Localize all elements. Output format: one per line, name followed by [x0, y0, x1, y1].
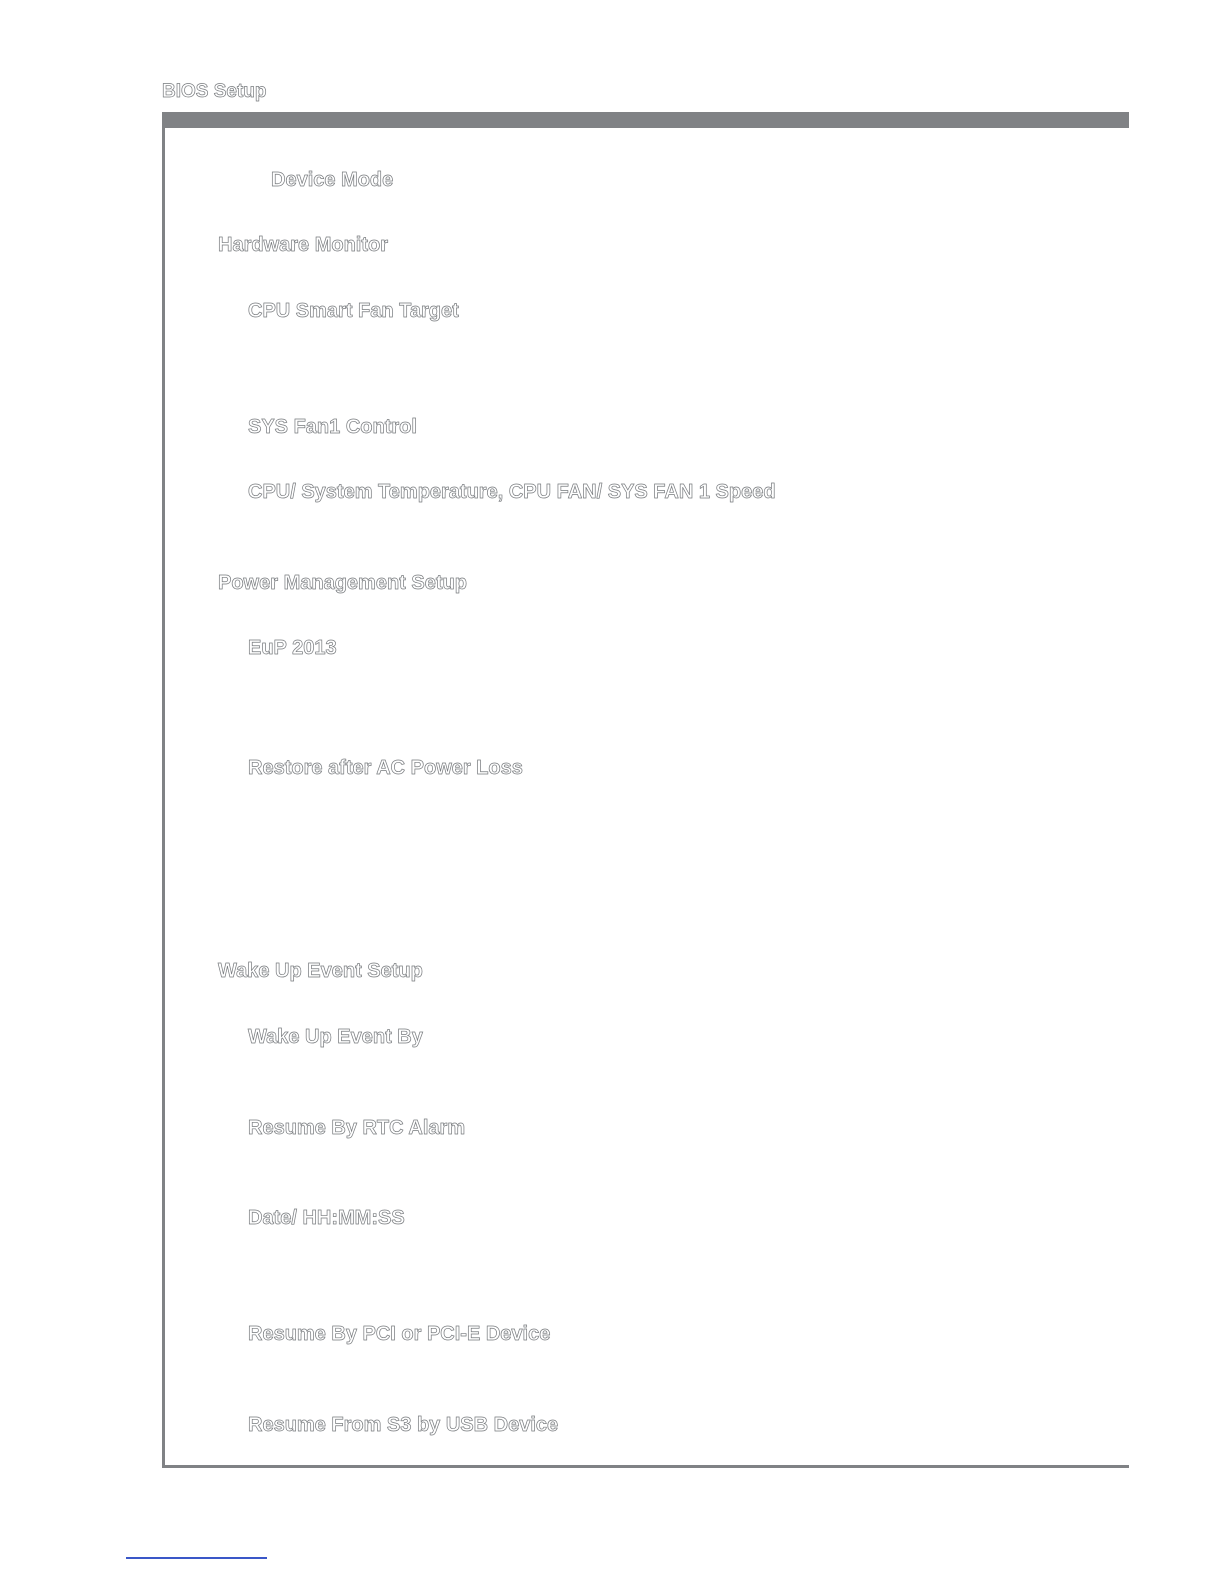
resume-by-rtc-alarm-label: Resume By RTC Alarm: [248, 1117, 466, 1139]
temperature-fan-speed-label: CPU/ System Temperature, CPU FAN/ SYS FAN 1 Speed: [248, 481, 776, 503]
eup-2013-label: EuP 2013: [248, 637, 337, 659]
header-bar: [162, 112, 1129, 128]
bottom-border-rule: [162, 1465, 1129, 1468]
date-time-label: Date/ HH:MM:SS: [248, 1207, 405, 1229]
page-header-title: BIOS Setup: [162, 81, 267, 102]
left-border-rule: [162, 112, 165, 1468]
restore-after-ac-power-loss-label: Restore after AC Power Loss: [248, 757, 523, 779]
device-mode-label: Device Mode: [271, 169, 394, 191]
footer-link-underline[interactable]: [126, 1557, 267, 1559]
resume-by-pci-label: Resume By PCI or PCI-E Device: [248, 1323, 551, 1345]
resume-from-s3-usb-label: Resume From S3 by USB Device: [248, 1414, 559, 1436]
cpu-smart-fan-target-label: CPU Smart Fan Target: [248, 300, 459, 322]
power-management-heading: Power Management Setup: [218, 572, 467, 594]
sys-fan1-control-label: SYS Fan1 Control: [248, 416, 417, 438]
wake-up-event-by-label: Wake Up Event By: [248, 1026, 423, 1048]
hardware-monitor-heading: Hardware Monitor: [218, 234, 389, 256]
wake-up-event-heading: Wake Up Event Setup: [218, 960, 423, 982]
